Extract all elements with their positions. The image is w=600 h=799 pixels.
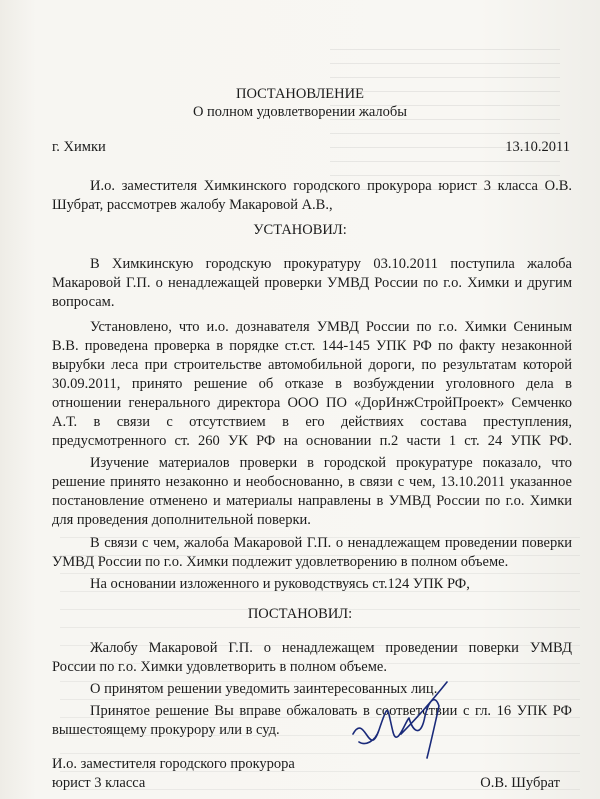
signer-position: И.о. заместителя городского прокурора [52, 756, 295, 772]
place: г. Химки [52, 139, 106, 155]
text-line: УМВД России по г.о. Химки подлежит удовлетворению в полном объеме. [52, 554, 509, 570]
text-line: 30.09.2011, принято решение об отказе в возбуждении уголовного дела в [52, 376, 572, 392]
document-date: 13.10.2011 [505, 139, 570, 155]
text-line: В.В. проведена проверка в порядке ст.ст. 144-145 УПК РФ по факту незаконной [52, 338, 572, 354]
document-subtitle: О полном удовлетворении жалобы [192, 104, 408, 120]
text-line: В связи с чем, жалоба Макаровой Г.П. о ненадлежащем проведении поверки [90, 535, 572, 551]
text-line: Макаровой Г.П. о ненадлежащей проверки УМВД России по г.о. Химки и другим [52, 275, 572, 291]
text-line: На основании изложенного и руководствуясь ст.124 УПК РФ, [90, 576, 470, 592]
text-line: А.Т. в связи с отсутствием в его действиях состава преступления, [52, 414, 572, 430]
intro-line: Шубрат, рассмотрев жалобу Макаровой А.В., [52, 197, 333, 213]
document-title: ПОСТАНОВЛЕНИЕ [236, 86, 364, 102]
text-line: решение принято незаконно и необоснованно, в связи с чем, 13.10.2011 указанное [52, 474, 572, 490]
text-line: постановление отменено и материалы направлены в УМВД России по г.о. Химки [52, 493, 572, 509]
text-line: вырубки леса при строительстве автомобильной дороги, по результатам которой [52, 357, 572, 373]
text-line: Принятое решение Вы вправе обжаловать в соответствии с гл. 16 УПК РФ [90, 703, 572, 719]
text-line: О принятом решении уведомить заинтересованных лиц. [90, 681, 438, 697]
text-line: Изучение материалов проверки в городской прокуратуре показало, что [90, 455, 572, 471]
established-heading: УСТАНОВИЛ: [253, 222, 347, 238]
text-line: вышестоящему прокурору или в суд. [52, 722, 280, 738]
text-line: предусмотренного ст. 260 УК РФ на основании п.2 части 1 ст. 24 УПК РФ. [52, 433, 572, 449]
resolved-heading: ПОСТАНОВИЛ: [247, 606, 353, 622]
signer-name: О.В. Шубрат [480, 775, 560, 791]
text-line: Жалобу Макаровой Г.П. о ненадлежащем проведении поверки УМВД [90, 640, 572, 656]
signer-rank: юрист 3 класса [52, 775, 146, 791]
text-line: России по г.о. Химки удовлетворить в полном объеме. [52, 659, 387, 675]
text-line: для проведения дополнительной поверки. [52, 512, 311, 528]
handwritten-signature [335, 672, 465, 762]
text-line: Установлено, что и.о. дознавателя УМВД России по г.о. Химки Сениным [90, 319, 572, 335]
intro-line: И.о. заместителя Химкинского городского прокурора юрист 3 класса О.В. [90, 178, 572, 194]
text-line: вопросам. [52, 294, 115, 310]
text-line: отношении генерального директора ООО ПО «ДорИнжСтройПроект» Семченко [52, 395, 572, 411]
text-line: В Химкинскую городскую прокуратуру 03.10.2011 поступила жалоба [90, 256, 572, 272]
